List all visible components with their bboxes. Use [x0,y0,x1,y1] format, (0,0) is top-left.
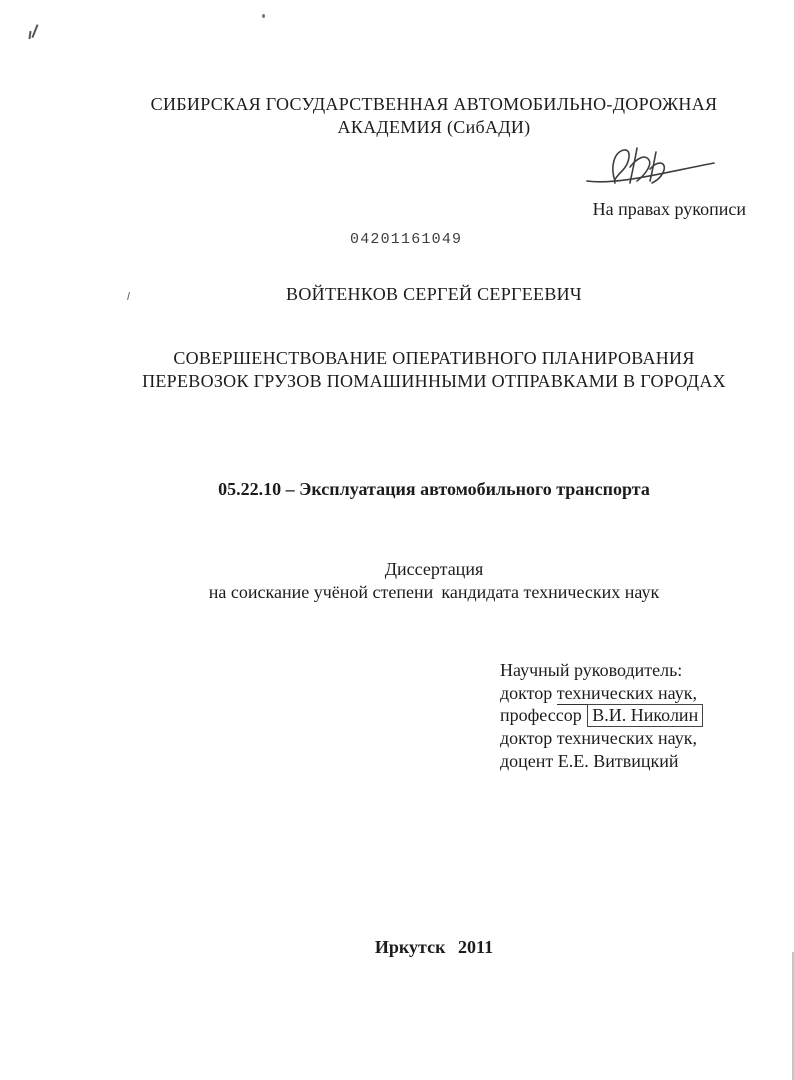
second-supervisor-name: доцент Е.Е. Витвицкий [500,750,679,771]
city-year: Иркутск 2011 [374,937,494,957]
supervisor-degree-underlined: технических наук, [556,682,697,703]
institution-line2: АКАДЕМИЯ (СибАДИ) [337,117,531,137]
page-content [74,0,794,1080]
thesis-type: Диссертация [384,559,484,579]
supervisor-name-line [500,704,790,727]
supervisor-degree-line [500,682,790,705]
institution-line1: СИБИРСКАЯ ГОСУДАРСТВЕННАЯ АВТОМОБИЛЬНО-ДОРОЖНАЯ [150,94,718,114]
manuscript-note: На правах рукописи [592,199,746,219]
second-supervisor-degree: доктор технических наук, [500,728,697,748]
supervisor-name-boxed: В.И. Николин [587,704,703,727]
title-line2: ПЕРЕВОЗОК ГРУЗОВ ПОМАШИННЫМИ ОТПРАВКАМИ В ГОРОДАХ [142,371,726,391]
supervisor-heading: Научный руководитель: [500,660,683,680]
handwritten-signature [584,140,719,194]
scan-artifact [28,24,38,40]
registration-number: 04201161049 [350,231,463,248]
supervisor-degree-prefix: доктор [500,682,557,703]
title-line1: СОВЕРШЕНСТВОВАНИЕ ОПЕРАТИВНОГО ПЛАНИРОВАНИЯ [173,348,695,368]
institution-name [74,93,794,139]
thesis-degree: на соискание учёной степени кандидата технических наук [208,582,660,602]
specialty-code: 05.22.10 – Эксплуатация автомобильного транспорта [218,479,650,499]
thesis-type-block [74,558,794,604]
dissertation-title [74,347,794,393]
author-name: ВОЙТЕНКОВ СЕРГЕЙ СЕРГЕЕВИЧ [286,284,582,304]
supervisor-title-prefix: профессор [500,705,582,725]
supervisors-block [500,659,790,772]
